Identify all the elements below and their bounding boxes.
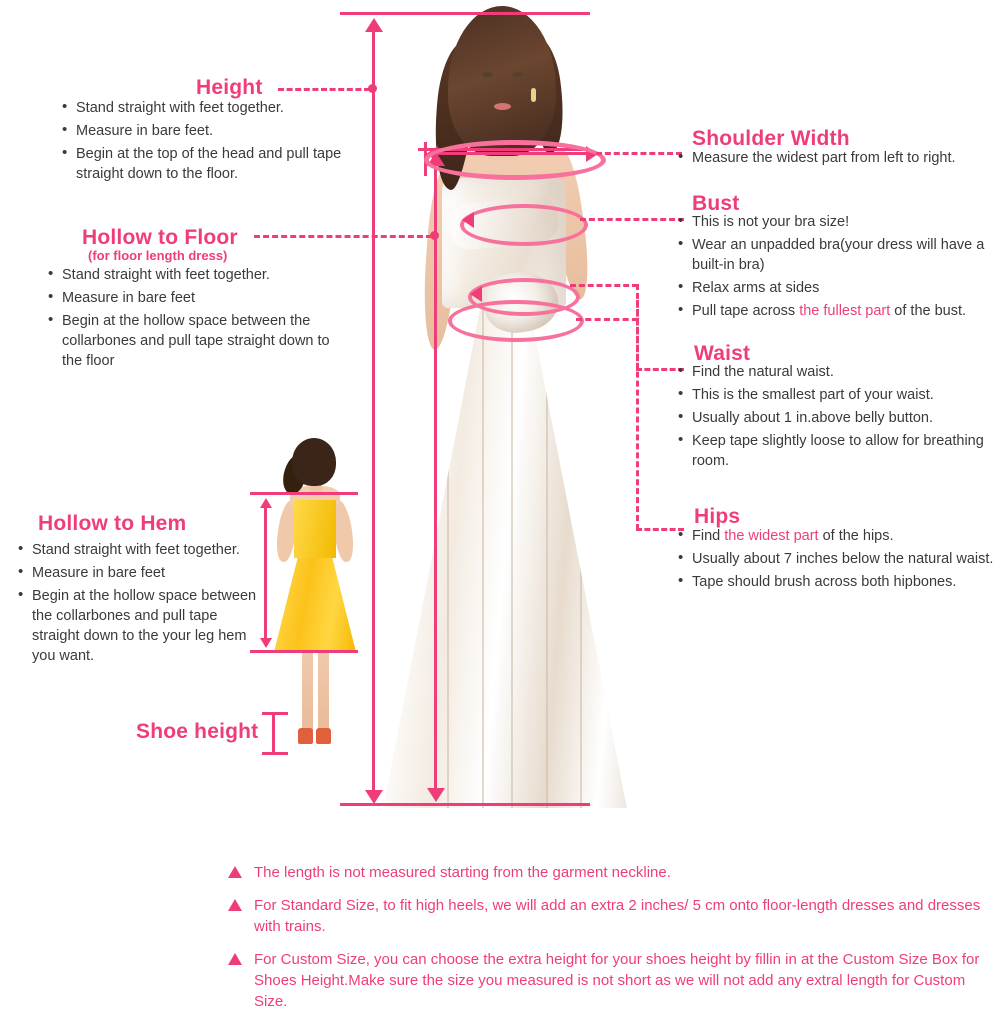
footer-note-2 (228, 895, 988, 937)
hollow-to-hem-bullet-1: • Stand straight with feet together. (18, 540, 264, 560)
shoe-height-bottom-tick (262, 752, 288, 755)
waist-bullet-4: • Keep tape slightly loose to allow for breathing room. (678, 431, 998, 471)
footer-note-1 (228, 862, 988, 883)
warning-triangle-icon (228, 899, 242, 911)
shoulder-band (424, 140, 606, 180)
height-arrow-down (365, 790, 383, 804)
short-dress-photo (258, 438, 368, 758)
bust-bullet-4: • Pull tape across the fullest part of the bust. (678, 301, 998, 321)
height-bullet-1: • Stand straight with feet together. (62, 98, 362, 118)
height-bottom-tick (340, 803, 590, 806)
hips-leader-vertical (636, 300, 639, 530)
hollow-to-floor-heading: Hollow to Floor (82, 226, 238, 249)
footer-note-3 (228, 949, 988, 1012)
hollow-floor-arrow-down (427, 788, 445, 802)
waist-leader-mid (576, 318, 638, 321)
hollow-floor-leader-line (254, 235, 432, 238)
hips-highlight: the widest part (724, 528, 819, 544)
hollow-to-floor-bullet-3: • Begin at the hollow space between the collarbones and pull tape straight down to the floor (48, 311, 348, 371)
bust-bullet-1: • This is not your bra size! (678, 212, 998, 232)
hollow-hem-bottom-tick (250, 650, 358, 653)
shoe-height-axis (272, 712, 275, 754)
warning-triangle-icon (228, 953, 242, 965)
waist-bullet-2: • This is the smallest part of your waist. (678, 385, 998, 405)
bust-bullet-2: • Wear an unpadded bra(your dress will have a built-in bra) (678, 235, 998, 275)
waist-leader-top (570, 284, 638, 287)
shoulder-width-bullet-1: • Measure the widest part from left to right. (678, 148, 998, 168)
bust-heading: Bust (692, 192, 740, 215)
hips-leader-line (636, 528, 684, 531)
shoulder-leader-line (596, 152, 682, 155)
height-bullet-2: • Measure in bare feet. (62, 121, 362, 141)
bust-leader-line (580, 218, 684, 221)
hollow-hem-top-tick (250, 492, 358, 495)
shoe-height-heading: Shoe height (136, 720, 259, 743)
hollow-to-hem-heading: Hollow to Hem (38, 512, 187, 535)
hips-bullet-3: • Tape should brush across both hipbones. (678, 572, 998, 592)
waist-band-lower (448, 300, 584, 342)
height-bullets (62, 98, 362, 187)
hollow-to-floor-bullets (48, 265, 348, 374)
footer-note-1-text: The length is not measured starting from the garment neckline. (254, 864, 671, 881)
hollow-to-floor-bullet-2: • Measure in bare feet (48, 288, 348, 308)
hollow-hem-axis (264, 506, 267, 638)
bust-band (460, 204, 588, 246)
bust-arrow-left (462, 212, 474, 228)
bust-bullets (678, 212, 998, 324)
waist-arrow-left (470, 286, 482, 302)
waist-bullet-3: • Usually about 1 in.above belly button. (678, 408, 998, 428)
hollow-to-floor-bullet-1: • Stand straight with feet together. (48, 265, 348, 285)
hollow-to-floor-subnote: (for floor length dress) (88, 248, 228, 263)
waist-bullet-1: • Find the natural waist. (678, 362, 998, 382)
warning-triangle-icon (228, 866, 242, 878)
footer-note-2-text: For Standard Size, to fit high heels, we will add an extra 2 inches/ 5 cm onto floor-length dresses and dresses with trains. (254, 897, 981, 935)
hips-bullet-2: • Usually about 7 inches below the natural waist. (678, 549, 998, 569)
footer-note-3-text: For Custom Size, you can choose the extra height for your shoes height by fillin in at the Custom Size Box for Shoes Height.Make sure the size you measured is not short as we will not add any extral length for Custom Size. (254, 951, 980, 1010)
height-bullet-3: • Begin at the top of the head and pull tape straight down to the floor. (62, 144, 362, 184)
height-heading: Height (196, 76, 263, 99)
hollow-to-hem-bullets (18, 540, 264, 669)
hollow-to-hem-bullet-3: • Begin at the hollow space between the collarbones and pull tape straight down to the your leg hem you want. (18, 586, 264, 666)
hollow-floor-leader-dot (430, 231, 439, 240)
shoulder-width-bullets (678, 148, 998, 171)
hips-bullet-1: • Find the widest part of the hips. (678, 526, 998, 546)
hollow-floor-axis (434, 165, 437, 790)
bust-bullet-3: • Relax arms at sides (678, 278, 998, 298)
shoulder-width-heading: Shoulder Width (692, 127, 850, 150)
shoe-height-top-tick (262, 712, 288, 715)
hips-bullets (678, 526, 998, 595)
waist-bullets (678, 362, 998, 474)
bride-photo (352, 0, 652, 810)
hips-heading: Hips (694, 505, 741, 528)
height-axis (372, 30, 375, 792)
hollow-to-hem-bullet-2: • Measure in bare feet (18, 563, 264, 583)
height-leader-dot (368, 84, 377, 93)
waist-leader-bottom (636, 368, 684, 371)
height-top-tick (340, 12, 590, 15)
waist-heading: Waist (694, 342, 751, 365)
footer-notes (228, 862, 988, 1024)
height-leader-line (278, 88, 370, 91)
bust-highlight: the fullest part (799, 303, 891, 319)
